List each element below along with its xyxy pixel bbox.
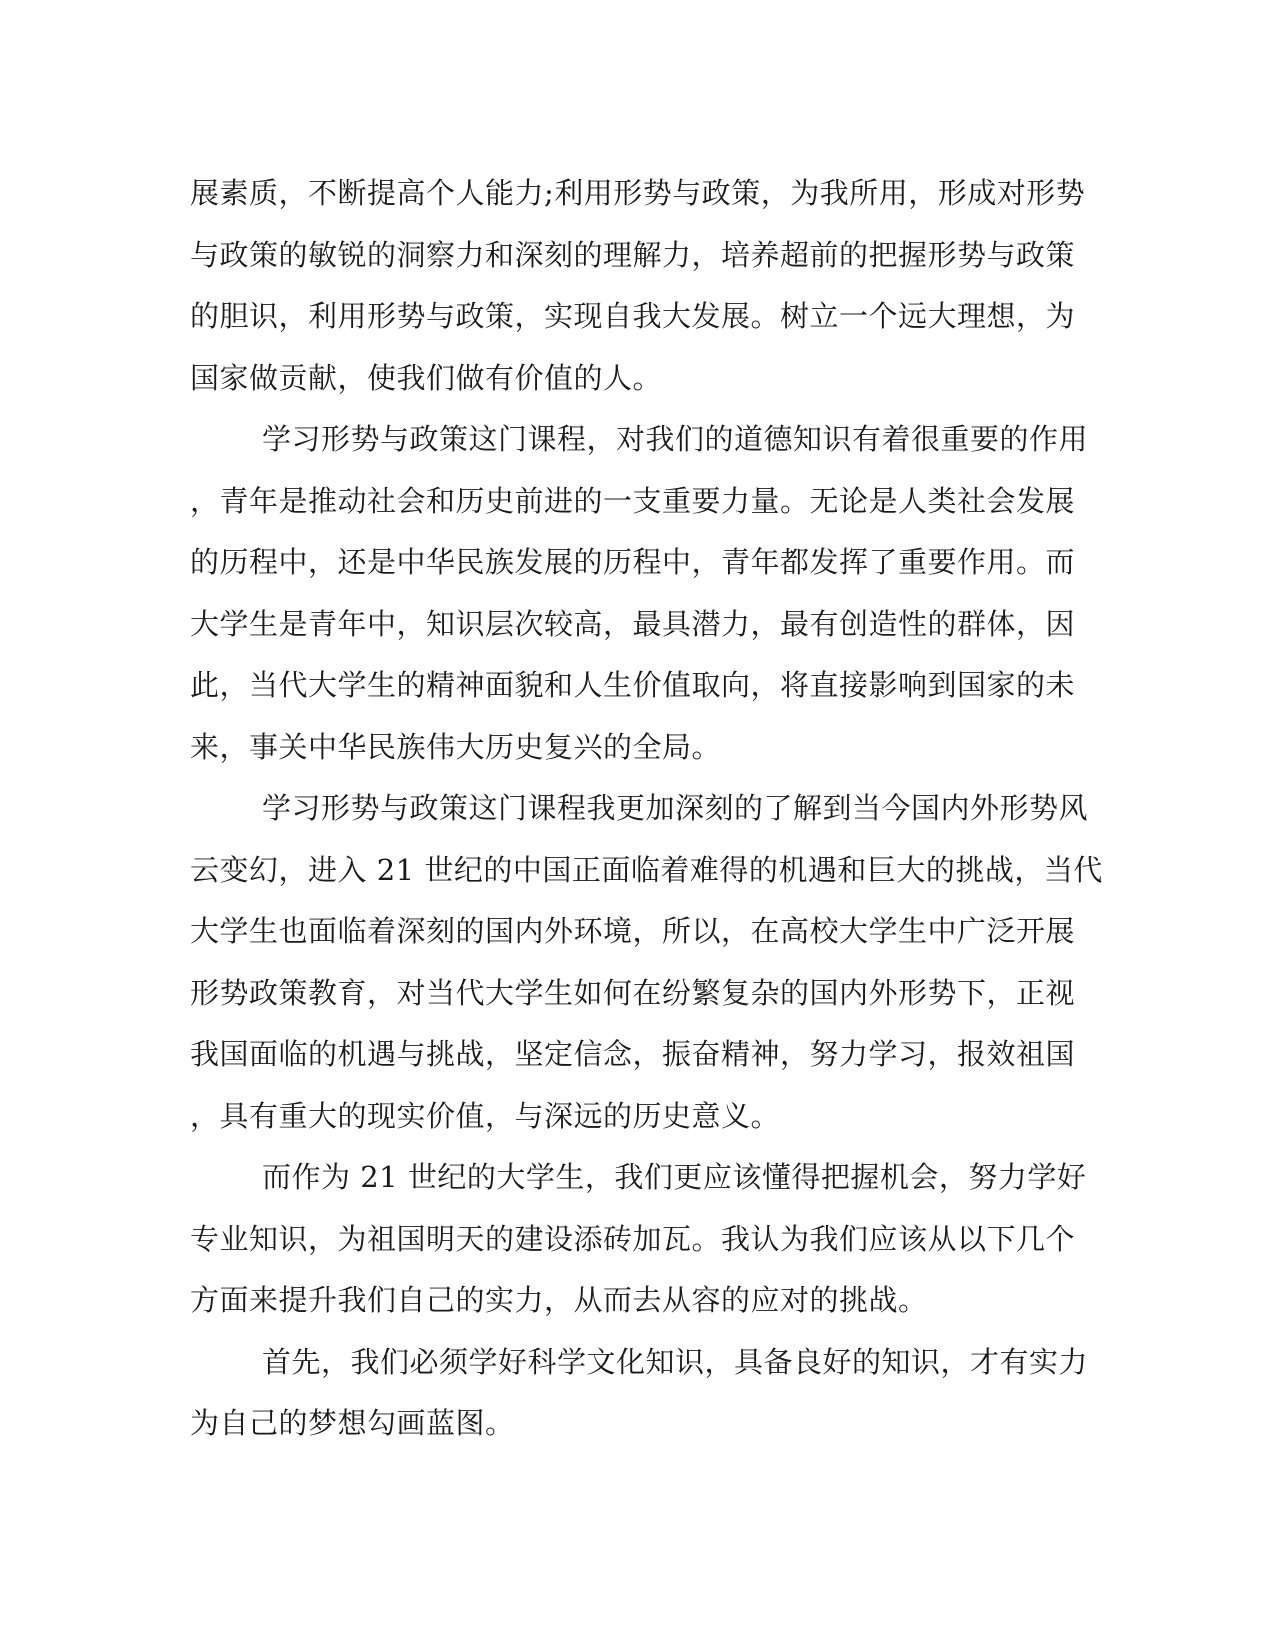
paragraph-line: 大学生是青年中，知识层次较高，最具潜力，最有创造性的群体，因 bbox=[190, 606, 1076, 641]
paragraph-line: 的胆识，利用形势与政策，实现自我大发展。树立一个远大理想，为 bbox=[190, 299, 1076, 333]
paragraph-line: ，具有重大的现实价值，与深远的历史意义。 bbox=[190, 1098, 781, 1133]
paragraph-line: 学习形势与政策这门课程我更加深刻的了解到当今国内外形势风 bbox=[262, 791, 1089, 825]
paragraph-4 bbox=[190, 1147, 1087, 1332]
paragraph-line: 方面来提升我们自己的实力，从而去从容的应对的挑战。 bbox=[190, 1283, 928, 1317]
paragraph-line: 云变幻，进入 21 世纪的中国正面临着难得的机遇和巨大的挑战，当代 bbox=[190, 852, 1103, 887]
paragraph-line: 形势政策教育，对当代大学生如何在纷繁复杂的国内外形势下，正视 bbox=[190, 975, 1076, 1010]
paragraph-line: 与政策的敏锐的洞察力和深刻的理解力，培养超前的把握形势与政策 bbox=[190, 237, 1076, 272]
paragraph-3 bbox=[190, 778, 1103, 1147]
paragraph-line: 展素质，不断提高个人能力;利用形势与政策，为我所用，形成对形势 bbox=[190, 176, 1086, 210]
paragraph-line: 国家做贡献，使我们做有价值的人。 bbox=[190, 360, 663, 395]
paragraph-line: 来，事关中华民族伟大历史复兴的全局。 bbox=[190, 729, 722, 764]
paragraph-line: 学习形势与政策这门课程，对我们的道德知识有着很重要的作用 bbox=[262, 422, 1089, 456]
paragraph-line: 的历程中，还是中华民族发展的历程中，青年都发挥了重要作用。而 bbox=[190, 545, 1076, 579]
paragraph-line: 大学生也面临着深刻的国内外环境，所以，在高校大学生中广泛开展 bbox=[190, 914, 1076, 948]
paragraph-5 bbox=[190, 1332, 1089, 1455]
paragraph-line: 专业知识，为祖国明天的建设添砖加瓦。我认为我们应该从以下几个 bbox=[190, 1221, 1076, 1256]
paragraph-line: ，青年是推动社会和历史前进的一支重要力量。无论是人类社会发展 bbox=[190, 483, 1076, 518]
paragraph-line: 此，当代大学生的精神面貌和人生价值取向，将直接影响到国家的未 bbox=[190, 668, 1076, 702]
paragraph-1 bbox=[190, 163, 1086, 409]
paragraph-line: 首先，我们必须学好科学文化知识，具备良好的知识，才有实力 bbox=[262, 1344, 1089, 1379]
paragraph-line: 而作为 21 世纪的大学生，我们更应该懂得把握机会，努力学好 bbox=[262, 1160, 1087, 1194]
paragraph-line: 我国面临的机遇与挑战，坚定信念，振奋精神，努力学习，报效祖国 bbox=[190, 1037, 1076, 1071]
paragraph-line: 为自己的梦想勾画蓝图。 bbox=[190, 1406, 515, 1440]
paragraph-2 bbox=[190, 409, 1089, 778]
document-body bbox=[190, 163, 1103, 1455]
